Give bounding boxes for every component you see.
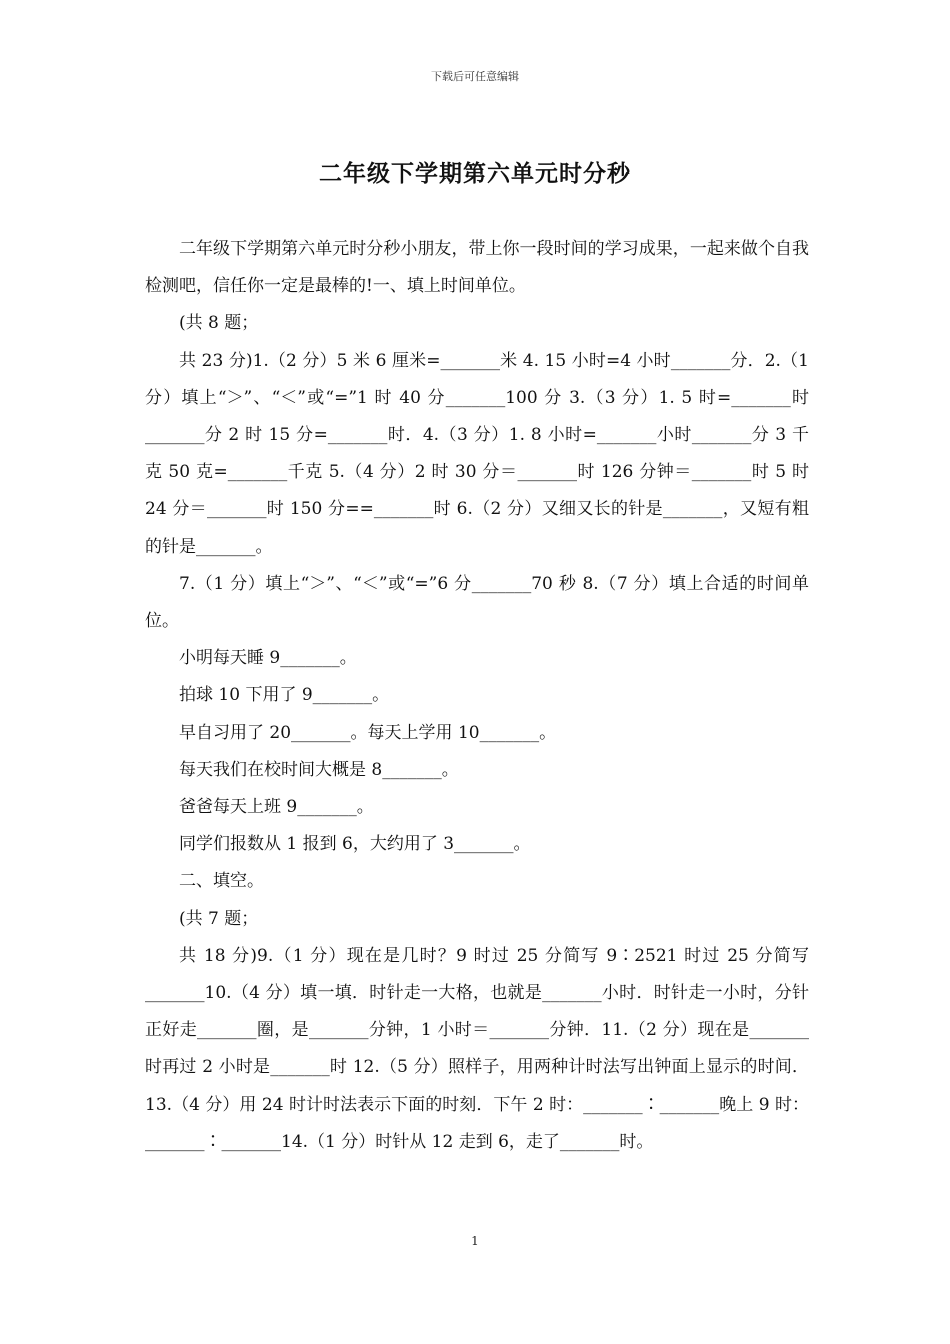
page-number: 1 [471,1234,479,1248]
header-note: 下载后可任意编辑 [431,70,519,83]
section-heading-2: 二、填空。 [179,871,264,892]
paragraph-section2-count: (共 7 题； [179,908,259,929]
page-title: 二年级下学期第六单元时分秒 [319,160,631,187]
paragraph-item-count: 同学们报数从 1 报到 6，大约用了 3_______。 [179,834,531,855]
paragraph-questions-1-6: 共 23 分)1.（2 分）5 米 6 厘米=_______米 4. 15 小时=4 小时_______分．2.（1 分）填上“＞”、“＜”或“=”1 时 40 分_______100 分 3.（3 分）1. 5 时=_______时_______分 2 时 15 分=_______时．4.（3 分）1. 8 小时=_______小时_______分 3 千克 50 克=_______千克 5.（4 分）2 时 30 分＝_______时 126 分钟＝_______时 5 时 24 分＝_______时 150 分==_______时 6.（2 分）又细又长的针是_______，又短有粗的针是_______。 [145,350,809,557]
paragraph-item-school: 每天我们在校时间大概是 8_______。 [179,759,459,780]
document-body [145,231,809,1161]
paragraph-item-study: 早自习用了 20_______。每天上学用 10_______。 [179,722,557,743]
paragraph-intro: 二年级下学期第六单元时分秒小朋友，带上你一段时间的学习成果，一起来做个自我检测吧，信任你一定是最棒的!一、填上时间单位。 [145,239,809,297]
paragraph-item-ball: 拍球 10 下用了 9_______。 [179,685,390,706]
paragraph-item-work: 爸爸每天上班 9_______。 [179,797,374,818]
paragraph-section1-count: (共 8 题； [179,313,259,334]
paragraph-questions-9-14: 共 18 分)9.（1 分）现在是几时？9 时过 25 分简写 9∶2521 时过 25 分简写_______10.（4 分）填一填．时针走一大格，也就是_______小时．时针走一小时，分针正好走_______圈，是_______分钟，1 小时＝_______分钟．11.（2 分）现在是_______时再过 2 小时是_______时 12.（5 分）照样子，用两种计时法写出钟面上显示的时间．13.（4 分）用 24 时计时法表示下面的时刻．下午 2 时：_______∶_______晚上 9 时：_______∶_______14.（1 分）时针从 12 走到 6，走了_______时。 [145,945,809,1152]
paragraph-questions-7-8: 7.（1 分）填上“＞”、“＜”或“=”6 分_______70 秒 8.（7 分）填上合适的时间单位。 [145,573,809,632]
paragraph-item-sleep: 小明每天睡 9_______。 [179,648,357,669]
